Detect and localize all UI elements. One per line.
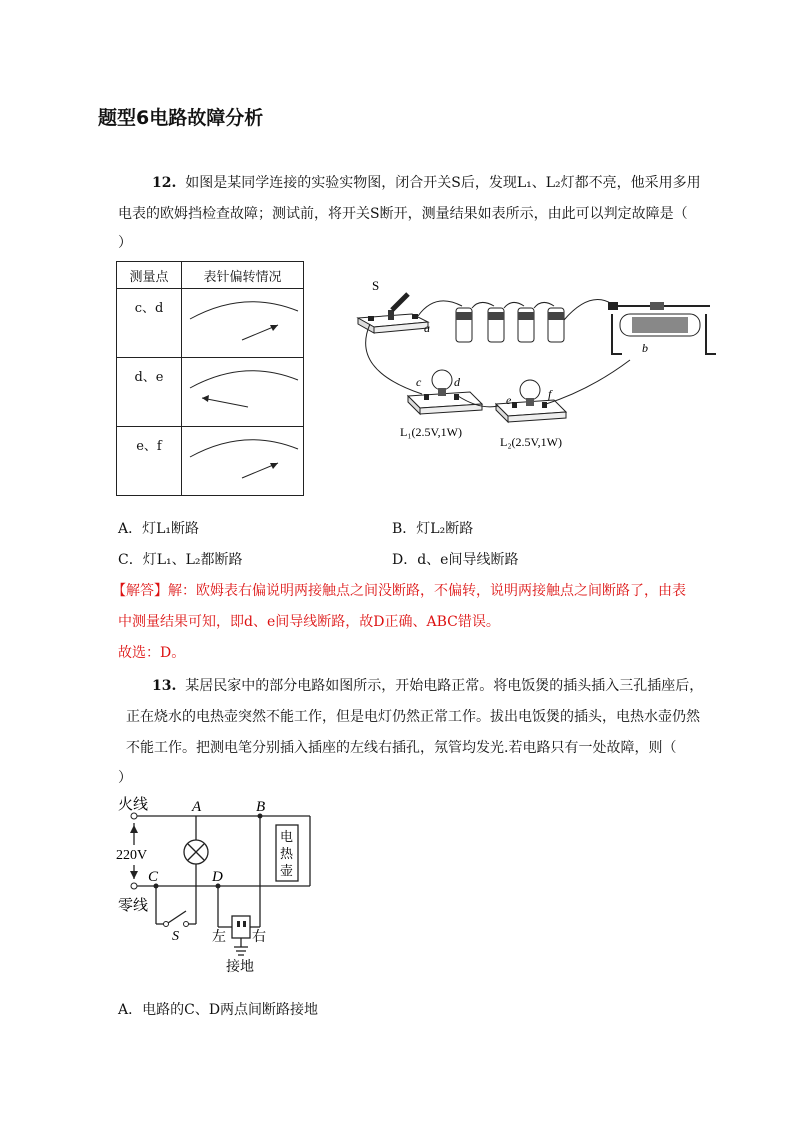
voltage-label: 220V xyxy=(116,848,148,863)
point-A-label: A xyxy=(192,799,202,815)
lamp-l1-label: L₁(2.5V,1W) xyxy=(400,425,462,439)
rheostat-icon xyxy=(608,302,716,354)
q13-number: 13. xyxy=(152,678,177,694)
point-b-label: b xyxy=(642,341,648,355)
q12-answer-line2: 中测量结果可知，即d、e间导线断路，故D正确、ABC错误。 xyxy=(118,614,500,630)
ground-label: 接地 xyxy=(226,960,254,975)
kettle-label-2: 热 xyxy=(280,846,294,861)
meter-needle-left xyxy=(182,358,303,422)
switch-label: S xyxy=(372,278,380,293)
q12-option-c: C．灯L₁、L₂都断路 xyxy=(118,552,243,568)
q12-answer-line1 xyxy=(112,581,686,601)
table-row xyxy=(117,289,304,358)
answer-text: 解：欧姆表右偏说明两接触点之间没断路，不偏转，说明两接触点之间断路了，由表 xyxy=(168,583,686,599)
switch-S-label: S xyxy=(172,929,179,944)
q12-number: 12. xyxy=(152,175,177,191)
point-a-label: a xyxy=(424,321,430,335)
q13-circuit-figure xyxy=(110,795,330,975)
q12-option-b: B．灯L₂断路 xyxy=(392,521,474,537)
table-cell-point: e、f xyxy=(117,427,182,496)
point-B-label: B xyxy=(256,799,266,815)
measurement-table xyxy=(116,261,304,496)
meter-needle-right xyxy=(182,427,303,491)
kettle-label-1: 电 xyxy=(280,829,294,844)
q13-line4: ） xyxy=(118,770,132,786)
q12-option-d: D．d、e间导线断路 xyxy=(392,552,519,568)
q12-line1 xyxy=(152,173,701,193)
q12-answer-pick: 故选：D。 xyxy=(118,645,186,661)
battery-pack-icon xyxy=(418,301,564,342)
neutral-wire-label: 零线 xyxy=(118,898,149,914)
table-cell-point: c、d xyxy=(117,289,182,358)
socket-left-label: 左 xyxy=(212,930,226,945)
point-c-label: c xyxy=(416,375,422,389)
table-cell-deflection xyxy=(182,427,304,496)
table-row xyxy=(117,358,304,427)
q13-line1 xyxy=(152,676,703,696)
q12-option-a: A．灯L₁断路 xyxy=(118,521,200,537)
point-e-label: e xyxy=(506,393,512,407)
answer-tag: 【解答】 xyxy=(112,583,168,599)
q12-line2: 电表的欧姆挡检查故障；测试前，将开关S断开，测量结果如表所示，由此可以判定故障是（ xyxy=(118,206,688,222)
kettle-label-3: 壶 xyxy=(280,863,294,878)
socket-right-label: 右 xyxy=(252,930,266,945)
table-header-deflection: 表针偏转情况 xyxy=(182,262,304,289)
point-D-label: D xyxy=(212,869,223,885)
meter-needle-right xyxy=(182,289,303,353)
live-wire-label: 火线 xyxy=(118,797,149,813)
point-d-label: d xyxy=(454,375,460,389)
table-header-point: 测量点 xyxy=(117,262,182,289)
point-f-label: f xyxy=(548,387,552,401)
table-cell-deflection xyxy=(182,289,304,358)
table-row xyxy=(117,427,304,496)
q12-circuit-figure xyxy=(350,270,740,460)
q13-option-a: A．电路的C、D两点间断路接地 xyxy=(118,1002,319,1018)
q12-line1-text: 如图是某同学连接的实验实物图，闭合开关S后，发现L₁、L₂灯都不亮，他采用多用 xyxy=(185,175,701,191)
point-C-label: C xyxy=(148,869,159,885)
q12-line3: ） xyxy=(118,235,132,251)
table-cell-deflection xyxy=(182,358,304,427)
table-cell-point: d、e xyxy=(117,358,182,427)
q13-line3: 不能工作。把测电笔分别插入插座的左线右插孔，氖管均发光.若电路只有一处故障，则（ xyxy=(126,740,677,756)
q13-line2: 正在烧水的电热壶突然不能工作，但是电灯仍然正常工作。拔出电饭煲的插头，电热水壶仍然 xyxy=(126,709,700,725)
section-title: 题型6电路故障分析 xyxy=(98,107,264,129)
q13-line1-text: 某居民家中的部分电路如图所示，开始电路正常。将电饭煲的插头插入三孔插座后， xyxy=(185,678,704,694)
lamp-l2-label: L₂(2.5V,1W) xyxy=(500,435,562,449)
